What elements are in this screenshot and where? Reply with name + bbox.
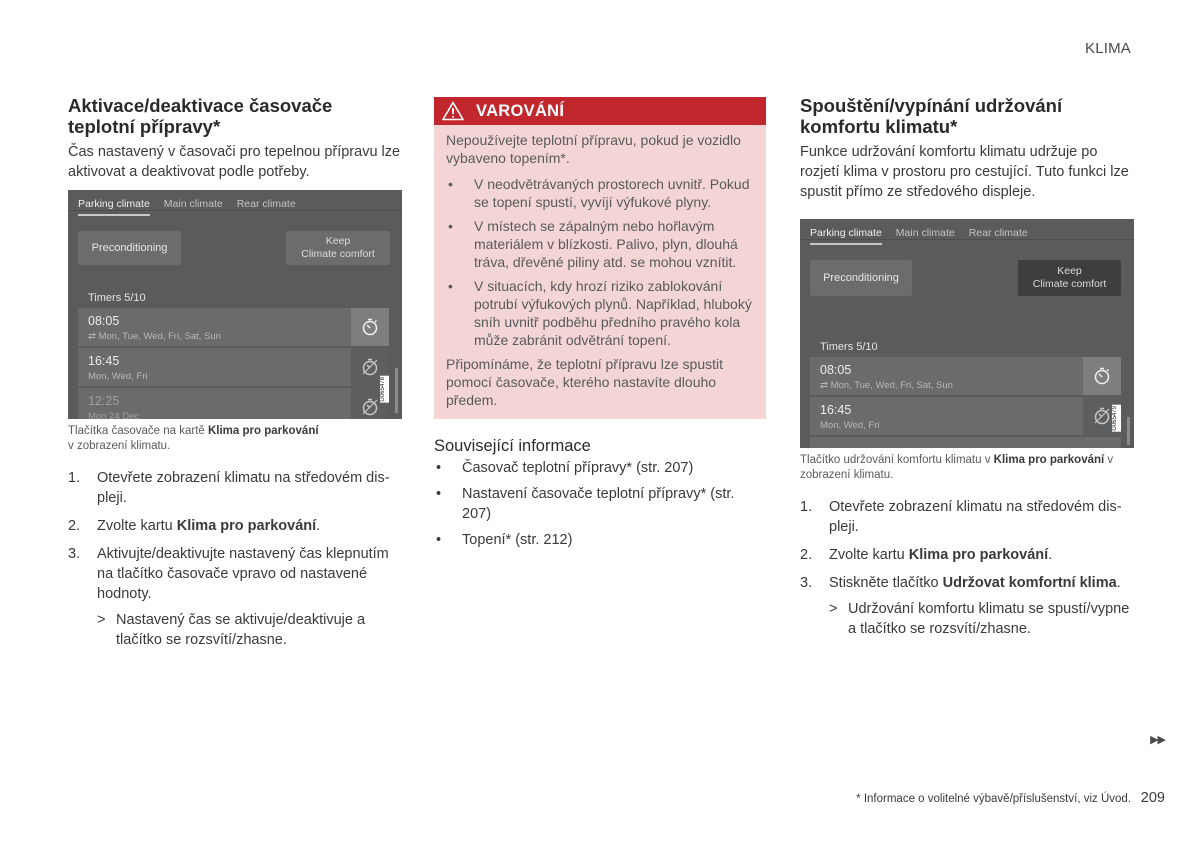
stopwatch-off-icon (360, 397, 380, 417)
footnote: * Informace o volitelné výbavě/příslušenství, viz Úvod. (856, 793, 1131, 805)
related-title: Související informace (434, 437, 591, 455)
timers-count: Timers 5/10 (88, 292, 146, 304)
warning-outro: Připomínáme, že teplotní přípravu lze spustit pomocí časovače, kterého nastavíte dlouho předem. (446, 356, 724, 408)
chapter-title: KLIMA (1084, 40, 1131, 57)
caption-bold: Klima pro parkování (993, 454, 1105, 466)
step-text: Aktivujte/deaktivujte nastavený čas klepnutím na tlačítko časovače vpravo od nastavené hodnoty. (97, 546, 389, 602)
page-number: 209 (1140, 790, 1165, 806)
step-text: Otevřete zobrazení klimatu na středovém displeji. (829, 499, 1122, 535)
step-result (68, 610, 404, 650)
step-item (68, 468, 404, 508)
climate-screen-timers (68, 190, 402, 419)
timer-row (810, 357, 1121, 395)
tab-parking-climate: Parking climate (78, 198, 150, 216)
step-text: Otevřete zobrazení klimatu na středovém displeji. (97, 470, 390, 506)
related-item: • Časovač teplotní přípravy* (str. 207) (434, 458, 766, 478)
middle-column (434, 97, 766, 556)
scrollbar (1127, 417, 1130, 445)
warning-list (446, 175, 754, 349)
step-item (800, 545, 1134, 565)
timer-days (88, 331, 221, 342)
warning-item: • V místech se zápalným nebo hořlavým materiálem v blízkosti. Palivo, plyn, dlouhá tráva, dřevěné piliny atd. se mohou vznítit. (446, 217, 754, 271)
tab-rear-climate: Rear climate (236, 198, 296, 210)
scrollbar (395, 368, 398, 413)
keep-label: Keep (1057, 265, 1082, 277)
warning-intro: Nepoužívejte teplotní přípravu, pokud je vozidlo vybaveno topením*. (446, 132, 741, 166)
step-item (800, 497, 1134, 537)
caption-text-end: v zobrazení klimatu. (800, 454, 1114, 481)
caption-text-end: v zobrazení klimatu. (68, 440, 171, 452)
stopwatch-off-icon (1092, 406, 1112, 426)
step-item (68, 544, 404, 604)
image-code: G065479 (1112, 405, 1121, 432)
image-code: G065478 (380, 376, 389, 403)
timer-toggle-button (1083, 357, 1121, 395)
step-bold: Udržovat komfortní klima (942, 575, 1117, 591)
timer-row (78, 388, 389, 419)
climate-screen-comfort (800, 219, 1134, 448)
timer-row (78, 308, 389, 346)
timer-time: 08:05 (88, 314, 120, 328)
tab-rear-climate: Rear climate (968, 227, 1028, 239)
tab-main-climate: Main climate (895, 227, 955, 239)
repeat-icon: ⇄ (88, 331, 99, 342)
preconditioning-button: Preconditioning (78, 231, 181, 265)
warning-item: • V neodvětrávaných prostorech uvnitř. Pokud se topení spustí, vyvíjí výfukové plyny. (446, 175, 754, 211)
timer-row (78, 348, 389, 386)
step-text-end: . (1048, 547, 1053, 563)
steps-list (68, 468, 404, 604)
warning-title: VAROVÁNÍ (476, 101, 565, 120)
related-list (434, 458, 766, 550)
step-text-end: . (1116, 575, 1121, 591)
timer-row (810, 397, 1121, 435)
caption-text: Tlačítko udržování komfortu klimatu v (800, 454, 994, 466)
timer-row-partial (810, 437, 1121, 448)
related-item: • Topení* (str. 212) (434, 530, 766, 550)
related-item: • Nastavení časovače teplotní přípravy* (str. 207) (434, 484, 766, 524)
screen-tabs (78, 198, 296, 216)
timer-days-text: Mon, Tue, Wed, Fri, Sat, Sun (98, 331, 221, 342)
timer-days (820, 380, 953, 391)
step-number: 2. (800, 547, 813, 563)
step-number: 2. (68, 518, 81, 534)
result-text: Udržování komfortu klimatu se spustí/vypne a tlačítko se rozsvítí/zhasne. (848, 601, 1130, 637)
step-bold: Klima pro parkování (176, 518, 317, 534)
result-text: Nastavený čas se aktivuje/deaktivuje a tlačítko se rozsvítí/zhasne. (116, 612, 366, 648)
step-bold: Klima pro parkování (908, 547, 1049, 563)
repeat-icon: ⇄ (820, 380, 831, 391)
steps-list (800, 497, 1134, 593)
step-number: 3. (68, 546, 81, 562)
tab-parking-climate: Parking climate (810, 227, 882, 245)
warning-body (434, 125, 766, 419)
step-item (800, 573, 1134, 593)
timer-time: 08:05 (820, 363, 852, 377)
climate-comfort-label: Climate comfort (1032, 278, 1107, 290)
warning-box (434, 97, 766, 419)
right-column (800, 95, 1134, 639)
timer-days: Mon, Wed, Fri (820, 420, 880, 431)
climate-comfort-label: Climate comfort (301, 248, 375, 260)
timer-days: Mon, Wed, Fri (88, 371, 148, 382)
timer-days: Mon 24 Dec (88, 411, 140, 419)
step-text: Zvolte kartu (97, 518, 177, 534)
step-item (68, 516, 404, 536)
section-intro-comfort: Funkce udržování komfortu klimatu udržuje po rozjetí klima v prostoru pro cestující. Tuto funkci lze spustit přímo ze středového displeje. (800, 144, 1129, 200)
tab-divider (68, 210, 402, 211)
figure-caption (800, 453, 1134, 483)
figure-caption (68, 424, 404, 454)
stopwatch-icon (1092, 366, 1112, 386)
timer-time: 16:45 (88, 354, 120, 368)
step-text: Zvolte kartu (829, 547, 909, 563)
step-number: 1. (68, 470, 81, 486)
timer-time: 16:45 (820, 403, 852, 417)
section-title-comfort: Spouštění/vypínání udržování komfortu klimatu* (800, 95, 1063, 137)
keep-label: Keep (325, 235, 351, 247)
timer-time: 12:25 (88, 394, 120, 408)
step-text: Stiskněte tlačítko (829, 575, 943, 591)
keep-climate-comfort-button (1018, 260, 1121, 296)
section-intro-timer: Čas nastavený v časovači pro tepelnou přípravu lze aktivovat a deaktivovat podle potřeby. (68, 144, 401, 180)
step-result (800, 599, 1134, 639)
warning-item: • V situacích, kdy hrozí riziko zablokování potrubí výfukových plynů. Například, hluboký sníh uvnitř podběhu předního pravého kola může zabránit odvětrání topení. (446, 277, 754, 349)
result-arrow-icon: > (829, 601, 838, 617)
caption-bold: Klima pro parkování (207, 425, 319, 437)
caption-text: Tlačítka časovače na kartě (68, 425, 208, 437)
step-number: 3. (800, 575, 813, 591)
tab-main-climate: Main climate (163, 198, 223, 210)
stopwatch-off-icon (360, 357, 380, 377)
timer-days-text: Mon, Tue, Wed, Fri, Sat, Sun (830, 380, 953, 391)
step-text-end: . (316, 518, 321, 534)
stopwatch-icon (360, 317, 380, 337)
warning-header (434, 97, 766, 125)
keep-climate-comfort-button (286, 231, 390, 265)
preconditioning-button: Preconditioning (810, 260, 912, 296)
double-arrow-right-icon: ▶▶ (1150, 734, 1165, 746)
tab-divider (800, 239, 1134, 240)
left-column (68, 95, 404, 650)
step-number: 1. (800, 499, 813, 515)
result-arrow-icon: > (97, 612, 106, 628)
timers-count: Timers 5/10 (820, 341, 878, 353)
warning-triangle-icon (442, 101, 464, 121)
section-title-timer: Aktivace/deaktivace časovače teplotní přípravy* (68, 95, 333, 137)
timer-toggle-button (351, 308, 389, 346)
screen-tabs (810, 227, 1028, 245)
